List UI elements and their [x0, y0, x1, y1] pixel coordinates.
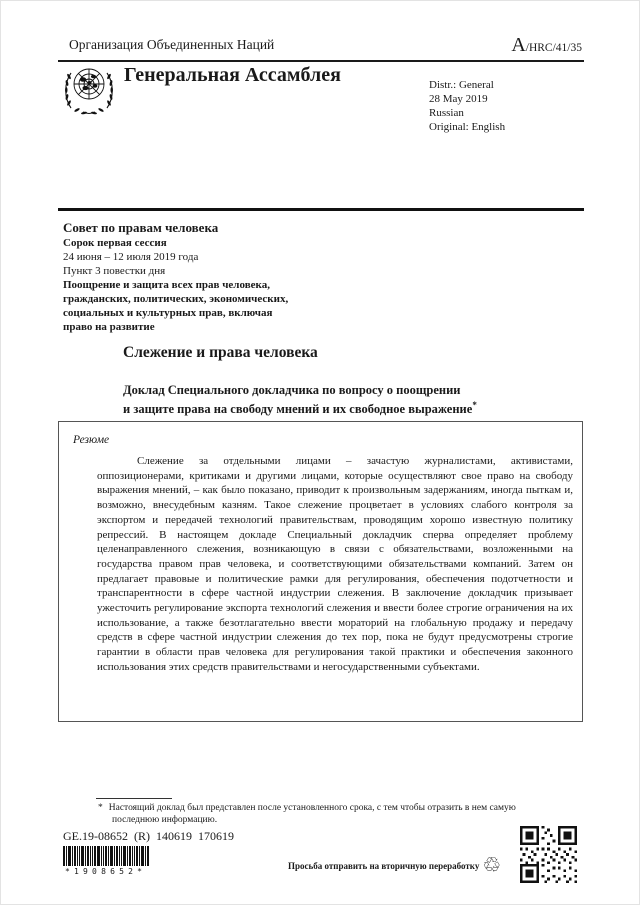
recycle-notice [288, 855, 501, 876]
agenda-item: Пункт 3 повестки дня [63, 265, 166, 277]
recycle-icon: ♲ [482, 853, 502, 877]
distribution-block [429, 78, 505, 134]
distr-line: Distr.: General [429, 79, 494, 91]
summary-box [58, 421, 583, 722]
report-subtitle-line2: и защите права на свободу мнений и их свободное выражение [123, 402, 473, 417]
summary-heading: Резюме [73, 434, 110, 446]
agenda-title-line: Поощрение и защита всех прав человека, [63, 279, 270, 291]
un-org-name: Организация Объединенных Наций [69, 37, 275, 52]
section-rule [58, 208, 584, 211]
report-subtitle-line1: Доклад Специального докладчика по вопросу о поощрении [123, 383, 461, 397]
footnote [98, 802, 524, 826]
session-name: Сорок первая сессия [63, 237, 167, 249]
session-block [63, 219, 288, 334]
footnote-mark: * [98, 803, 103, 813]
recycle-text: Просьба отправить на вторичную переработку [288, 860, 480, 871]
footnote-rule [96, 798, 172, 799]
agenda-title-line: гражданских, политических, экономических, [63, 293, 289, 305]
page-title: Генеральная Ассамблея [124, 64, 341, 86]
agenda-title-line: право на развитие [63, 321, 155, 333]
footnote-reference-mark: * [472, 400, 477, 410]
un-emblem-icon [61, 63, 117, 124]
report-title: Слежение и права человека [123, 344, 318, 361]
document-symbol [511, 34, 582, 57]
ge-number: GE.19-08652 (R) 140619 170619 [63, 829, 234, 843]
original-language-line: Original: English [429, 121, 506, 133]
report-subtitle [123, 383, 543, 417]
footnote-text: Настоящий доклад был представлен после установленного срока, с тем чтобы отразить в нем самую последнюю информацию. [108, 803, 516, 825]
council-name: Совет по правам человека [63, 220, 219, 235]
qr-code [520, 826, 577, 888]
session-dates: 24 июня – 12 июля 2019 года [63, 251, 199, 263]
date-line: 28 May 2019 [429, 93, 488, 105]
language-line: Russian [429, 107, 464, 119]
summary-paragraph: Слежение за отдельными лицами – зачастую журналистами, активистами, оппозиционерами, критиками и другими лицами, которые осуществляют свое право на свободу выражения мнений, – как было показано, приводит к произвольным задержаниям, иногда пыткам и, возможно, внесудебным казням. Такое слежение процветает в условиях слабого контроля за экспортом и передачей технологий правительствам, проводящим хорошо известную политику репрессий. В настоящем докладе Специальный докладчик сперва определяет проблему целенаправленного слежения, возникающую в связи с обязательствами, возложенными на государства правом прав человека, и соответствующими обязательствами компаний. Затем он предлагает правовые и политические рамки для регулирования, обеспечения подотчетности и транспарентности в сфере частной индустрии слежения. В заключение докладчик призывает ужесточить регулирование экспорта технологий слежения и ввести более строгие ограничения на их использование, а также безотлагательно ввести мораторий на глобальную продажу и передачу средств в сфере частной индустрии слежения до тех пор, пока не будут предусмотрены строгие гарантии в области прав человека для регулирования такой практики и обеспечения законного использования этих средств правительствами и негосударственными субъектами. [97, 455, 573, 673]
barcode-label: *1908652* [65, 867, 147, 876]
header-rule [58, 60, 584, 62]
agenda-title-line: социальных и культурных прав, включая [63, 307, 273, 319]
document-symbol-letter: A [511, 34, 526, 56]
document-symbol-rest: /HRC/41/35 [525, 42, 582, 54]
